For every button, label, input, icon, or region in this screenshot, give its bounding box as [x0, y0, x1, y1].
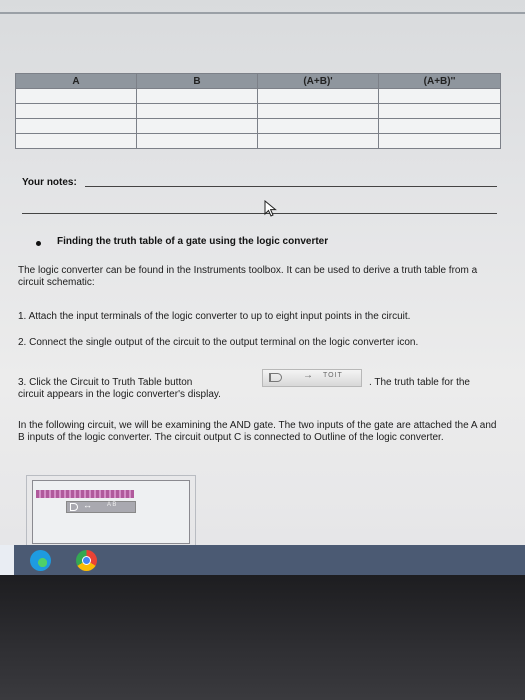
- gate-icon: [269, 373, 282, 382]
- step-3-text-line2: circuit appears in the logic converter's display.: [18, 389, 221, 400]
- top-rule: [0, 12, 525, 14]
- notes-line[interactable]: [85, 186, 497, 187]
- table-cell[interactable]: [379, 134, 501, 149]
- mouse-cursor-icon: [264, 200, 278, 218]
- column-header-b: B: [137, 74, 258, 89]
- table-cell[interactable]: [16, 119, 137, 134]
- table-cell[interactable]: [258, 134, 379, 149]
- column-header-a: A: [16, 74, 137, 89]
- table-header-row: [16, 74, 501, 89]
- notes-line[interactable]: [22, 213, 497, 214]
- logic-converter-title-bar: [36, 490, 134, 498]
- bullet-icon: [36, 241, 41, 246]
- truth-table-button-label: TOIT: [323, 372, 343, 379]
- section-heading: Finding the truth table of a gate using the logic converter: [57, 236, 329, 247]
- table-cell[interactable]: [258, 104, 379, 119]
- truth-table: [15, 73, 501, 149]
- table-cell[interactable]: [379, 119, 501, 134]
- arrow-right-icon: →: [303, 370, 313, 381]
- logic-converter-icon[interactable]: [66, 501, 136, 513]
- column-header-nor: (A+B)': [258, 74, 379, 89]
- table-cell[interactable]: [379, 104, 501, 119]
- edge-icon[interactable]: [30, 550, 51, 571]
- intro-paragraph: The logic converter can be found in the Instruments toolbox. It can be used to derive a truth table from a circuit schematic:: [18, 265, 478, 288]
- column-header-double-complement: (A+B)'': [379, 74, 501, 89]
- table-cell[interactable]: [137, 134, 258, 149]
- following-circuit-paragraph: In the following circuit, we will be examining the AND gate. The two inputs of the gate are attached the A and B inputs of the logic converter. The circuit output C is connected to Outline of the logic converter.: [18, 420, 497, 443]
- chrome-icon[interactable]: [76, 550, 97, 571]
- table-cell[interactable]: [16, 104, 137, 119]
- step-2-paragraph: 2. Connect the single output of the circuit to the output terminal on the logic converter icon.: [18, 337, 419, 348]
- step-3-text: 3. Click the Circuit to Truth Table button: [18, 377, 193, 388]
- table-row: [16, 104, 501, 119]
- table-row: [16, 89, 501, 104]
- notes-label: Your notes:: [22, 177, 77, 188]
- table-cell[interactable]: [137, 119, 258, 134]
- gate-icon: [70, 503, 78, 511]
- step-1-paragraph: 1. Attach the input terminals of the logic converter to up to eight input points in the circuit.: [18, 311, 411, 322]
- table-cell[interactable]: [137, 89, 258, 104]
- circuit-to-truth-table-button[interactable]: [262, 369, 362, 387]
- arrow-left-right-icon: ↔: [83, 500, 92, 510]
- monitor-bezel: [0, 575, 525, 700]
- taskbar: [0, 545, 525, 575]
- table-cell[interactable]: [258, 119, 379, 134]
- table-cell[interactable]: [137, 104, 258, 119]
- table-cell[interactable]: [16, 89, 137, 104]
- table-row: [16, 119, 501, 134]
- table-cell[interactable]: [258, 89, 379, 104]
- converter-inputs-label: A B: [107, 502, 117, 508]
- step-3-text-continued: . The truth table for the: [369, 377, 470, 388]
- taskbar-start-area[interactable]: [0, 545, 14, 575]
- table-cell[interactable]: [16, 134, 137, 149]
- table-cell[interactable]: [379, 89, 501, 104]
- table-row: [16, 134, 501, 149]
